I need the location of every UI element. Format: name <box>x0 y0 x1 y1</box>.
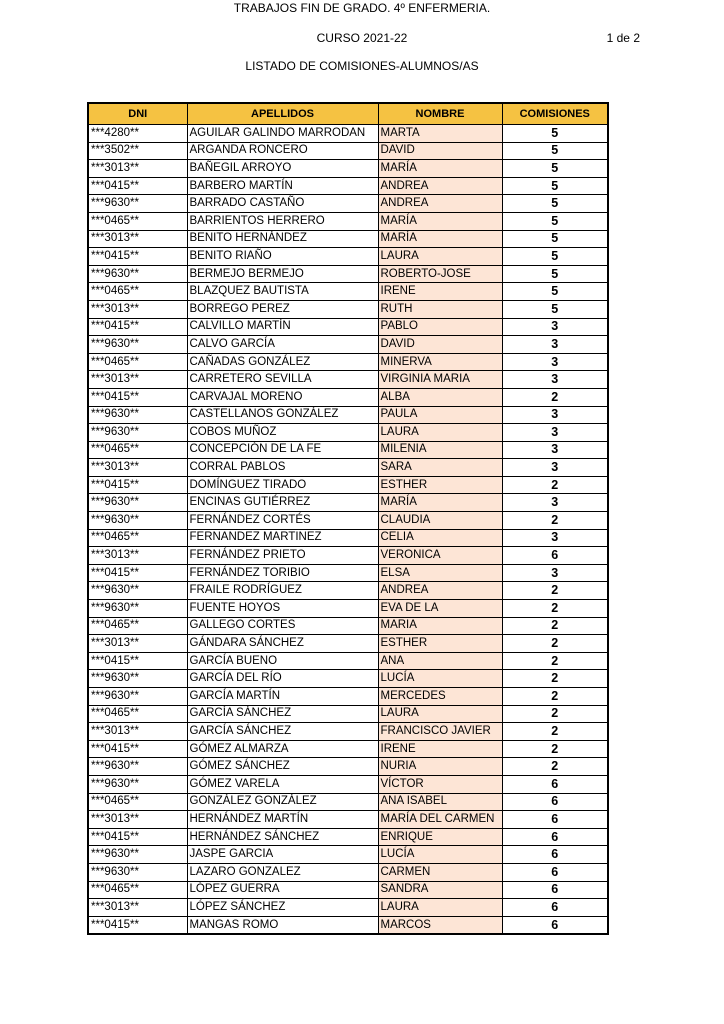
dni-cell: ***0465** <box>88 617 187 635</box>
apellidos-cell: DOMÍNGUEZ TIRADO <box>187 476 378 494</box>
table-body <box>88 125 608 935</box>
dni-cell: ***9630** <box>88 406 187 424</box>
table-row <box>88 212 608 230</box>
apellidos-cell: FERNÁNDEZ TORIBIO <box>187 564 378 582</box>
comisiones-cell: 2 <box>502 758 608 776</box>
nombre-cell: MARÍA <box>378 494 502 512</box>
nombre-cell: CLAUDIA <box>378 512 502 530</box>
page-number: 1 de 2 <box>606 31 640 45</box>
table-row <box>88 529 608 547</box>
table-row <box>88 459 608 477</box>
table-row <box>88 160 608 178</box>
nombre-cell: LAURA <box>378 899 502 917</box>
dni-cell: ***9630** <box>88 195 187 213</box>
apellidos-cell: GÓMEZ VARELA <box>187 775 378 793</box>
dni-cell: ***3013** <box>88 300 187 318</box>
dni-cell: ***3013** <box>88 635 187 653</box>
comisiones-cell: 6 <box>502 863 608 881</box>
apellidos-cell: AGUILAR GALINDO MARRODAN <box>187 125 378 143</box>
table-row <box>88 195 608 213</box>
apellidos-cell: CASTELLANOS GONZÁLEZ <box>187 406 378 424</box>
dni-cell: ***3013** <box>88 459 187 477</box>
dni-cell: ***9630** <box>88 265 187 283</box>
apellidos-cell: GÓMEZ SÁNCHEZ <box>187 758 378 776</box>
comisiones-cell: 2 <box>502 600 608 618</box>
nombre-cell: ANDREA <box>378 195 502 213</box>
comisiones-cell: 3 <box>502 459 608 477</box>
apellidos-cell: GARCÍA MARTÍN <box>187 688 378 706</box>
dni-cell: ***3013** <box>88 230 187 248</box>
comisiones-cell: 2 <box>502 388 608 406</box>
table-row <box>88 177 608 195</box>
apellidos-cell: BARRADO CASTAÑO <box>187 195 378 213</box>
commissions-table <box>87 102 609 935</box>
dni-cell: ***9630** <box>88 775 187 793</box>
comisiones-cell: 3 <box>502 424 608 442</box>
nombre-cell: LUCÍA <box>378 846 502 864</box>
apellidos-cell: GÁNDARA SÁNCHEZ <box>187 635 378 653</box>
comisiones-cell: 5 <box>502 248 608 266</box>
apellidos-cell: FERNÁNDEZ PRIETO <box>187 547 378 565</box>
table-row <box>88 635 608 653</box>
apellidos-cell: JASPE GARCIA <box>187 846 378 864</box>
nombre-cell: ANA <box>378 652 502 670</box>
table-row <box>88 758 608 776</box>
apellidos-cell: ENCINAS GUTIÉRREZ <box>187 494 378 512</box>
nombre-cell: SARA <box>378 459 502 477</box>
dni-cell: ***0465** <box>88 441 187 459</box>
nombre-cell: ANDREA <box>378 177 502 195</box>
dni-cell: ***3013** <box>88 547 187 565</box>
nombre-cell: EVA DE LA <box>378 600 502 618</box>
table-row <box>88 688 608 706</box>
dni-cell: ***3502** <box>88 142 187 160</box>
dni-cell: ***0465** <box>88 529 187 547</box>
nombre-cell: MARÍA <box>378 160 502 178</box>
apellidos-cell: COBOS MUÑOZ <box>187 424 378 442</box>
table-row <box>88 336 608 354</box>
dni-cell: ***9630** <box>88 670 187 688</box>
apellidos-cell: GARCÍA SÁNCHEZ <box>187 705 378 723</box>
table-row <box>88 582 608 600</box>
table-row <box>88 775 608 793</box>
apellidos-cell: LÓPEZ SÁNCHEZ <box>187 899 378 917</box>
apellidos-cell: BAÑEGIL ARROYO <box>187 160 378 178</box>
column-header-nombre: NOMBRE <box>378 103 502 125</box>
comisiones-cell: 6 <box>502 811 608 829</box>
table-row <box>88 863 608 881</box>
table-row <box>88 846 608 864</box>
nombre-cell: RUTH <box>378 300 502 318</box>
comisiones-cell: 6 <box>502 916 608 934</box>
nombre-cell: VÍCTOR <box>378 775 502 793</box>
table-row <box>88 265 608 283</box>
table-row <box>88 547 608 565</box>
table-row <box>88 388 608 406</box>
apellidos-cell: BENITO RIAÑO <box>187 248 378 266</box>
comisiones-cell: 2 <box>502 476 608 494</box>
table-row <box>88 476 608 494</box>
comisiones-cell: 3 <box>502 336 608 354</box>
comisiones-cell: 3 <box>502 371 608 389</box>
apellidos-cell: BORREGO PEREZ <box>187 300 378 318</box>
table-row <box>88 793 608 811</box>
nombre-cell: LAURA <box>378 705 502 723</box>
table-row <box>88 705 608 723</box>
course-label: CURSO 2021-22 <box>316 31 408 45</box>
dni-cell: ***9630** <box>88 336 187 354</box>
comisiones-cell: 5 <box>502 300 608 318</box>
dni-cell: ***9630** <box>88 494 187 512</box>
dni-cell: ***3013** <box>88 371 187 389</box>
nombre-cell: LAURA <box>378 248 502 266</box>
nombre-cell: ENRIQUE <box>378 828 502 846</box>
nombre-cell: LUCÍA <box>378 670 502 688</box>
apellidos-cell: BENITO HERNÁNDEZ <box>187 230 378 248</box>
nombre-cell: PAULA <box>378 406 502 424</box>
table-row <box>88 916 608 934</box>
nombre-cell: IRENE <box>378 740 502 758</box>
dni-cell: ***0465** <box>88 705 187 723</box>
comisiones-cell: 2 <box>502 635 608 653</box>
comisiones-cell: 6 <box>502 899 608 917</box>
nombre-cell: CARMEN <box>378 863 502 881</box>
nombre-cell: ESTHER <box>378 476 502 494</box>
comisiones-cell: 3 <box>502 494 608 512</box>
nombre-cell: DAVID <box>378 142 502 160</box>
dni-cell: ***9630** <box>88 758 187 776</box>
dni-cell: ***0415** <box>88 248 187 266</box>
nombre-cell: MARIA <box>378 617 502 635</box>
table-row <box>88 283 608 301</box>
comisiones-cell: 2 <box>502 688 608 706</box>
nombre-cell: ANA ISABEL <box>378 793 502 811</box>
table-row <box>88 300 608 318</box>
table-row <box>88 617 608 635</box>
dni-cell: ***0465** <box>88 283 187 301</box>
nombre-cell: LAURA <box>378 424 502 442</box>
apellidos-cell: CAÑADAS GONZÁLEZ <box>187 353 378 371</box>
table-row <box>88 142 608 160</box>
nombre-cell: MARTA <box>378 125 502 143</box>
table-row <box>88 512 608 530</box>
comisiones-cell: 6 <box>502 547 608 565</box>
table-row <box>88 441 608 459</box>
comisiones-cell: 2 <box>502 705 608 723</box>
apellidos-cell: GARCÍA SÁNCHEZ <box>187 723 378 741</box>
apellidos-cell: FRAILE RODRÍGUEZ <box>187 582 378 600</box>
table-row <box>88 125 608 143</box>
nombre-cell: MILENIA <box>378 441 502 459</box>
nombre-cell: PABLO <box>378 318 502 336</box>
table-header-row <box>88 103 608 125</box>
table-row <box>88 740 608 758</box>
list-subtitle: LISTADO DE COMISIONES-ALUMNOS/AS <box>245 59 479 73</box>
nombre-cell: MARÍA DEL CARMEN <box>378 811 502 829</box>
nombre-cell: MARCOS <box>378 916 502 934</box>
apellidos-cell: GALLEGO CORTES <box>187 617 378 635</box>
apellidos-cell: CALVILLO MARTÍN <box>187 318 378 336</box>
apellidos-cell: BARBERO MARTÍN <box>187 177 378 195</box>
comisiones-cell: 2 <box>502 617 608 635</box>
comisiones-cell: 5 <box>502 265 608 283</box>
table-row <box>88 670 608 688</box>
comisiones-cell: 6 <box>502 846 608 864</box>
apellidos-cell: FUENTE HOYOS <box>187 600 378 618</box>
apellidos-cell: FERNÁNDEZ CORTÉS <box>187 512 378 530</box>
nombre-cell: CELIA <box>378 529 502 547</box>
dni-cell: ***3013** <box>88 899 187 917</box>
comisiones-cell: 5 <box>502 230 608 248</box>
dni-cell: ***0465** <box>88 793 187 811</box>
dni-cell: ***0415** <box>88 318 187 336</box>
table-row <box>88 600 608 618</box>
table-row <box>88 899 608 917</box>
nombre-cell: ESTHER <box>378 635 502 653</box>
table-row <box>88 881 608 899</box>
comisiones-cell: 3 <box>502 441 608 459</box>
dni-cell: ***3013** <box>88 811 187 829</box>
nombre-cell: MARÍA <box>378 230 502 248</box>
nombre-cell: DAVID <box>378 336 502 354</box>
dni-cell: ***9630** <box>88 424 187 442</box>
column-header-comisiones: COMISIONES <box>502 103 608 125</box>
column-header-apellidos: APELLIDOS <box>187 103 378 125</box>
apellidos-cell: FERNANDEZ MARTINEZ <box>187 529 378 547</box>
dni-cell: ***0415** <box>88 652 187 670</box>
apellidos-cell: GONZÁLEZ GONZÁLEZ <box>187 793 378 811</box>
dni-cell: ***9630** <box>88 582 187 600</box>
table-row <box>88 494 608 512</box>
dni-cell: ***9630** <box>88 688 187 706</box>
table-row <box>88 652 608 670</box>
dni-cell: ***0415** <box>88 828 187 846</box>
comisiones-cell: 2 <box>502 582 608 600</box>
comisiones-cell: 2 <box>502 670 608 688</box>
comisiones-cell: 5 <box>502 142 608 160</box>
comisiones-cell: 5 <box>502 212 608 230</box>
apellidos-cell: CARRETERO SEVILLA <box>187 371 378 389</box>
apellidos-cell: BARRIENTOS HERRERO <box>187 212 378 230</box>
table-row <box>88 564 608 582</box>
dni-cell: ***0415** <box>88 564 187 582</box>
comisiones-cell: 5 <box>502 125 608 143</box>
apellidos-cell: GÓMEZ ALMARZA <box>187 740 378 758</box>
nombre-cell: ELSA <box>378 564 502 582</box>
nombre-cell: ALBA <box>378 388 502 406</box>
nombre-cell: IRENE <box>378 283 502 301</box>
table-row <box>88 371 608 389</box>
apellidos-cell: CARVAJAL MORENO <box>187 388 378 406</box>
comisiones-cell: 2 <box>502 740 608 758</box>
dni-cell: ***9630** <box>88 863 187 881</box>
table-row <box>88 723 608 741</box>
apellidos-cell: CONCEPCIÓN DE LA FE <box>187 441 378 459</box>
comisiones-cell: 6 <box>502 828 608 846</box>
table-row <box>88 248 608 266</box>
dni-cell: ***0415** <box>88 177 187 195</box>
comisiones-cell: 5 <box>502 283 608 301</box>
document-title: TRABAJOS FIN DE GRADO. 4º ENFERMERIA. <box>233 1 491 15</box>
dni-cell: ***4280** <box>88 125 187 143</box>
nombre-cell: SANDRA <box>378 881 502 899</box>
table-row <box>88 406 608 424</box>
dni-cell: ***9630** <box>88 846 187 864</box>
apellidos-cell: BLAZQUEZ BAUTISTA <box>187 283 378 301</box>
dni-cell: ***0415** <box>88 916 187 934</box>
comisiones-cell: 6 <box>502 793 608 811</box>
comisiones-cell: 3 <box>502 406 608 424</box>
apellidos-cell: ARGANDA RONCERO <box>187 142 378 160</box>
apellidos-cell: BERMEJO BERMEJO <box>187 265 378 283</box>
apellidos-cell: CORRAL PABLOS <box>187 459 378 477</box>
table-row <box>88 424 608 442</box>
apellidos-cell: GARCÍA DEL RÍO <box>187 670 378 688</box>
dni-cell: ***0465** <box>88 212 187 230</box>
nombre-cell: ROBERTO-JOSE <box>378 265 502 283</box>
comisiones-cell: 5 <box>502 177 608 195</box>
nombre-cell: MARÍA <box>378 212 502 230</box>
nombre-cell: NURIA <box>378 758 502 776</box>
dni-cell: ***0465** <box>88 353 187 371</box>
dni-cell: ***9630** <box>88 600 187 618</box>
apellidos-cell: MANGAS ROMO <box>187 916 378 934</box>
dni-cell: ***3013** <box>88 160 187 178</box>
comisiones-cell: 3 <box>502 564 608 582</box>
dni-cell: ***0415** <box>88 740 187 758</box>
apellidos-cell: HERNÁNDEZ MARTÍN <box>187 811 378 829</box>
apellidos-cell: HERNÁNDEZ SÁNCHEZ <box>187 828 378 846</box>
comisiones-cell: 2 <box>502 512 608 530</box>
comisiones-cell: 5 <box>502 160 608 178</box>
comisiones-cell: 2 <box>502 723 608 741</box>
column-header-dni: DNI <box>88 103 187 125</box>
apellidos-cell: LAZARO GONZALEZ <box>187 863 378 881</box>
apellidos-cell: LÓPEZ GUERRA <box>187 881 378 899</box>
dni-cell: ***3013** <box>88 723 187 741</box>
table-row <box>88 811 608 829</box>
nombre-cell: FRANCISCO JAVIER <box>378 723 502 741</box>
comisiones-cell: 5 <box>502 195 608 213</box>
comisiones-cell: 3 <box>502 353 608 371</box>
table-row <box>88 230 608 248</box>
comisiones-cell: 6 <box>502 775 608 793</box>
comisiones-cell: 3 <box>502 318 608 336</box>
nombre-cell: MERCEDES <box>378 688 502 706</box>
apellidos-cell: CALVO GARCÍA <box>187 336 378 354</box>
dni-cell: ***9630** <box>88 512 187 530</box>
dni-cell: ***0465** <box>88 881 187 899</box>
table-row <box>88 828 608 846</box>
comisiones-cell: 3 <box>502 529 608 547</box>
nombre-cell: MINERVA <box>378 353 502 371</box>
table-row <box>88 318 608 336</box>
apellidos-cell: GARCÍA BUENO <box>187 652 378 670</box>
nombre-cell: VIRGINIA MARIA <box>378 371 502 389</box>
comisiones-cell: 6 <box>502 881 608 899</box>
table-row <box>88 353 608 371</box>
nombre-cell: VERONICA <box>378 547 502 565</box>
comisiones-cell: 2 <box>502 652 608 670</box>
dni-cell: ***0415** <box>88 388 187 406</box>
nombre-cell: ANDREA <box>378 582 502 600</box>
dni-cell: ***0415** <box>88 476 187 494</box>
